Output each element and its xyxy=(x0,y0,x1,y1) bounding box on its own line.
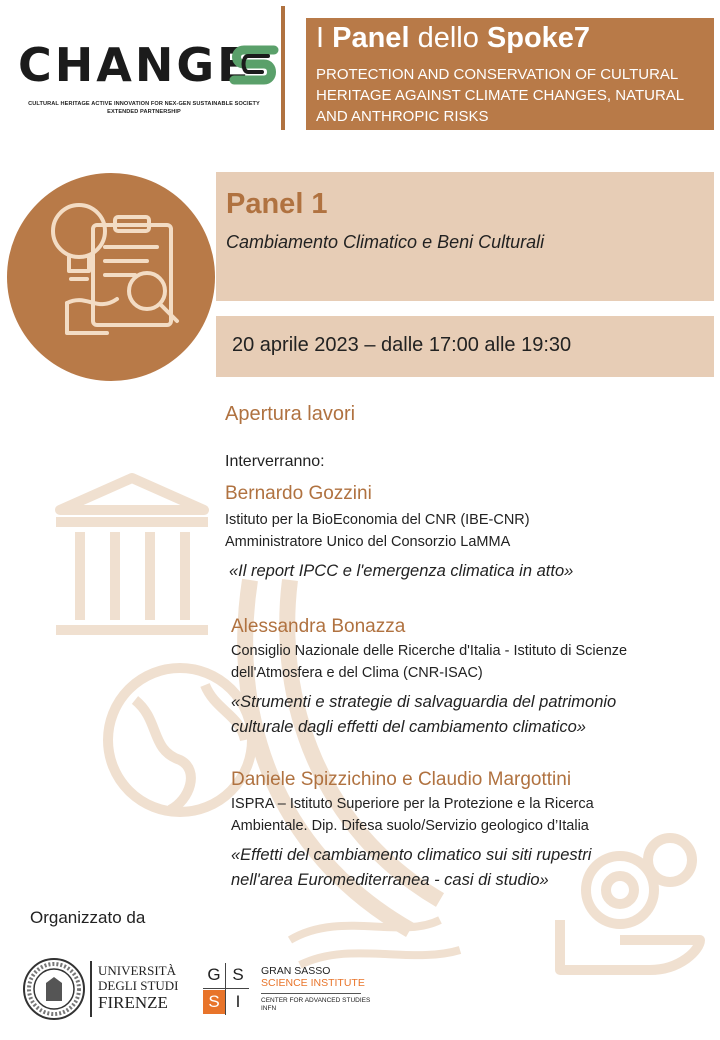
gssi-logo xyxy=(203,963,373,1019)
unifi-logo xyxy=(22,955,182,1025)
gssi-mark: G S S I xyxy=(203,963,251,1015)
speaker-affiliation: ISPRA – Istituto Superiore per la Protezione e la Ricerca xyxy=(231,796,594,812)
speaker-name: Daniele Spizzichino e Claudio Margottini xyxy=(231,769,572,790)
header-banner xyxy=(306,18,714,130)
talk-title: nell'area Euromediterranea - casi di studio» xyxy=(231,871,549,889)
panel-subtitle: Cambiamento Climatico e Beni Culturali xyxy=(226,232,545,252)
speaker-affiliation: dell'Atmosfera e del Clima (CNR-ISAC) xyxy=(231,665,483,681)
panel-icon-circle xyxy=(7,173,215,381)
organized-by-label: Organizzato da xyxy=(30,908,146,927)
speaker-block xyxy=(231,616,627,740)
panel-date: 20 aprile 2023 – dalle 17:00 alle 19:30 xyxy=(232,334,572,356)
speaker-block xyxy=(231,769,594,893)
header-divider xyxy=(281,6,285,130)
unifi-divider xyxy=(90,961,92,1017)
speaker-affiliation: Ambientale. Dip. Difesa suolo/Servizio geologico d’Italia xyxy=(231,818,589,834)
speaker-affiliation: Amministratore Unico del Consorzio LaMMA xyxy=(225,534,511,550)
talk-title: culturale dagli effetti del cambiamento climatico» xyxy=(231,718,586,736)
opening-heading: Apertura lavori xyxy=(225,403,356,425)
university-seal-icon xyxy=(22,957,86,1021)
speaker-name: Alessandra Bonazza xyxy=(231,616,406,637)
panel-date-band xyxy=(216,316,714,377)
talk-title: «Il report IPCC e l'emergenza climatica in atto» xyxy=(229,562,574,580)
logo-wordmark: CHANGE xyxy=(18,38,252,92)
talk-title: «Effetti del cambiamento climatico sui siti rupestri xyxy=(231,846,592,864)
speakers-intro: Interverranno: xyxy=(225,453,325,470)
unifi-name: UNIVERSITÀ DEGLI STUDI FIRENZE xyxy=(98,963,179,1012)
gssi-name: GRAN SASSO SCIENCE INSTITUTE xyxy=(261,965,365,989)
speaker-block xyxy=(225,483,573,584)
lightbulb-clipboard-magnifier-icon xyxy=(7,173,215,381)
temple-icon xyxy=(56,478,208,630)
gssi-center: CENTER FOR ADVANCED STUDIES INFN xyxy=(261,997,371,1012)
speaker-name: Bernardo Gozzini xyxy=(225,483,372,504)
changes-logo xyxy=(14,38,274,128)
speaker-affiliation: Consiglio Nazionale delle Ricerche d'Italia - Istituto di Scienze xyxy=(231,643,628,659)
event-title: I Panel dello Spoke7 xyxy=(316,22,591,54)
speaker-affiliation: Istituto per la BioEconomia del CNR (IBE-CNR) xyxy=(225,512,530,528)
panel-title: Panel 1 xyxy=(226,188,328,220)
talk-title: «Strumenti e strategie di salvaguardia del patrimonio xyxy=(231,693,617,711)
logo-tagline: CULTURAL HERITAGE ACTIVE INNOVATION FOR NEX-GEN SUSTAINABLE SOCIETY EXTENDED PARTNERSHIP xyxy=(28,101,260,115)
event-subtitle: PROTECTION AND CONSERVATION OF CULTURAL HERITAGE AGAINST CLIMATE CHANGES, NATURAL AND ANTHROPIC RISKS xyxy=(316,66,684,125)
logo-s-mark xyxy=(228,42,280,88)
panel-title-band xyxy=(216,172,714,301)
